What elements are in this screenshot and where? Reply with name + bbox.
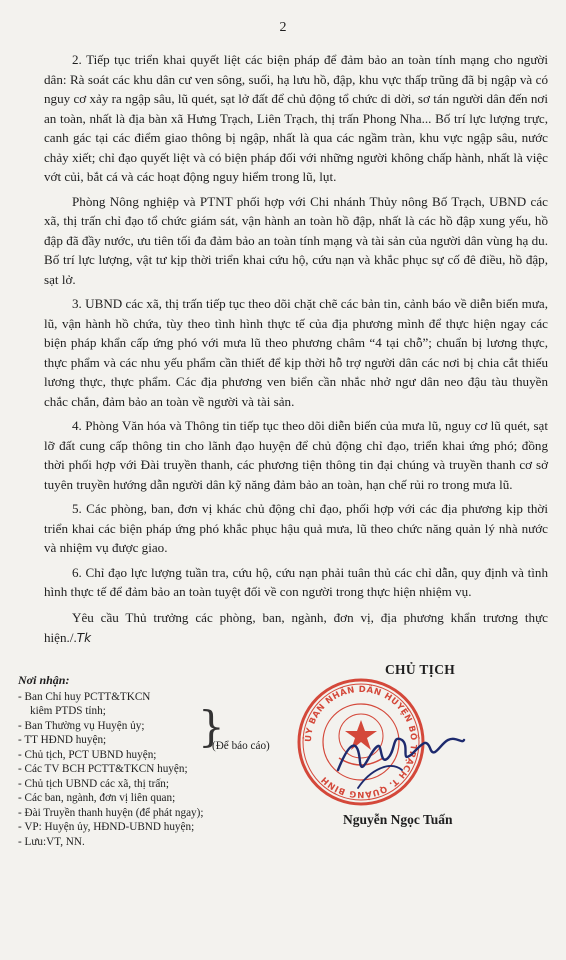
seal-text: ỦY BAN NHÂN DÂN HUYỆN BỐ TRẠCH T. QUẢNG BÌNH <box>303 684 419 800</box>
report-note: (Để báo cáo) <box>212 740 270 752</box>
paragraph-6: 6. Chỉ đạo lực lượng tuần tra, cứu hộ, cứu nạn phải tuân thủ các chỉ dẫn, quy định và tình hình thực tế để đảm bảo an toàn tuyệt đối về con người trong thực hiện nhiệm vụ. <box>44 564 548 599</box>
recipient-item: kiêm PTDS tỉnh; <box>30 705 106 717</box>
paragraph-2: 2. Tiếp tục triển khai quyết liệt các biện pháp để đảm bảo an toàn tính mạng cho người dân: Rà soát các khu dân cư ven sông, suối, hạ lưu hồ, đập, khu vực thấp trũng đã bị ngập và có nguy cơ xảy ra ngập sâu, lũ quét, sạt lở đất để chủ động tổ chức di dời, sơ tán người dân đến nơi an toàn, nhất là địa bàn xã Hưng Trạch, Liên Trạch, thị trấn Phong Nha... Bố trí lực lượng trực, canh gác tại các điểm giao thông bị ngập, nhất là qua các ngầm tràn, khu vực ngập sâu, nước chảy xiết; chỉ đạo quyết liệt và có biện pháp đối với những người không chấp hành, nhất là việc vớt củi, bắt cá và các hoạt động nguy hiểm trong lũ, lụt. <box>44 52 548 184</box>
initials-mark: Tk <box>76 630 92 645</box>
recipient-item: - TT HĐND huyện; <box>18 734 107 746</box>
signer-title: CHỦ TỊCH <box>385 662 456 677</box>
recipient-item: - Ban Chỉ huy PCTT&TKCN <box>18 690 151 703</box>
paragraph-3: 3. UBND các xã, thị trấn tiếp tục theo dõi chặt chẽ các bản tin, cảnh báo về diễn biến mưa, lũ, vận hành hồ chứa, tùy theo tình hình thực tế của địa phương mình để thực hiện ngay các biện pháp khẩn cấp ứng phó với mưa lũ theo phương châm “4 tại chỗ”; chuẩn bị lương thực, thực phẩm và các nhu yếu phẩm cần thiết để kịp thời hỗ trợ người dân các nơi bị chia cắt thiếu lương thực, thực phẩm. Các địa phương ven biển cần nhắc nhở ngư dân neo đậu tàu thuyền chắc chắn, đảm bảo an toàn về người và tài sản. <box>44 296 548 409</box>
page-number: 2 <box>279 20 287 35</box>
recipient-item: - Các TV BCH PCTT&TKCN huyện; <box>18 763 188 775</box>
recipients-brace: } <box>198 702 225 751</box>
recipient-item: - Ban Thường vụ Huyện ủy; <box>18 719 145 732</box>
recipient-item: - Các ban, ngành, đơn vị liên quan; <box>18 792 176 804</box>
closing-request <box>44 608 548 648</box>
recipient-item: - Chủ tịch, PCT UBND huyện; <box>18 748 157 761</box>
handwritten-signature <box>330 700 470 800</box>
closing-text: Yêu cầu Thủ trưởng các phòng, ban, ngành, đơn vị, địa phương khẩn trương thực hiện./. <box>44 610 548 645</box>
recipient-item: - Chủ tịch UBND các xã, thị trấn; <box>18 777 169 790</box>
document-body <box>44 50 548 607</box>
recipients-heading: Nơi nhận: <box>18 673 70 687</box>
recipient-item: - VP: Huyện ủy, HĐND-UBND huyện; <box>18 821 195 833</box>
signer-name: Nguyễn Ngọc Tuấn <box>343 812 453 827</box>
paragraph-4: 4. Phòng Văn hóa và Thông tin tiếp tục theo dõi diễn biến của mưa lũ, nguy cơ lũ quét, sạt lỡ đất cung cấp thông tin cho lãnh đạo huyện để chủ động chỉ đạo, triển khai ứng phó; đồng thời phối hợp với Đài truyền thanh, các phương tiện thông tin đại chúng và truyền thanh cơ sở tuyên truyền hướng dẫn người dân kỹ năng đảm bảo an toàn, hạn chế rủi ro trong mưa lũ. <box>44 418 548 492</box>
paragraph-agriculture: Phòng Nông nghiệp và PTNT phối hợp với Chi nhánh Thủy nông Bố Trạch, UBND các xã, thị trấn chỉ đạo tổ chức giám sát, vận hành an toàn hồ đập, nhất là các hồ đập xung yếu, hồ đập đã đầy nước, ưu tiên tối đa đảm bảo an toàn tính mạng và tài sản của người dân vùng hạ du. Bố trí lực lượng, vật tư kịp thời triển khai cứu hộ, cứu nạn và khắc phục sự cố đê điều, hồ đập, sạt lở. <box>44 193 548 287</box>
recipient-item: - Lưu:VT, NN. <box>18 835 85 848</box>
recipient-item: - Đài Truyền thanh huyện (để phát ngay); <box>18 806 204 819</box>
paragraph-5: 5. Các phòng, ban, đơn vị khác chủ động chỉ đạo, phối hợp với các địa phương kịp thời triển khai các biện pháp ứng phó khắc phục hậu quả mưa, lũ theo chức năng quản lý nhà nước và nhiệm vụ được giao. <box>44 501 548 555</box>
